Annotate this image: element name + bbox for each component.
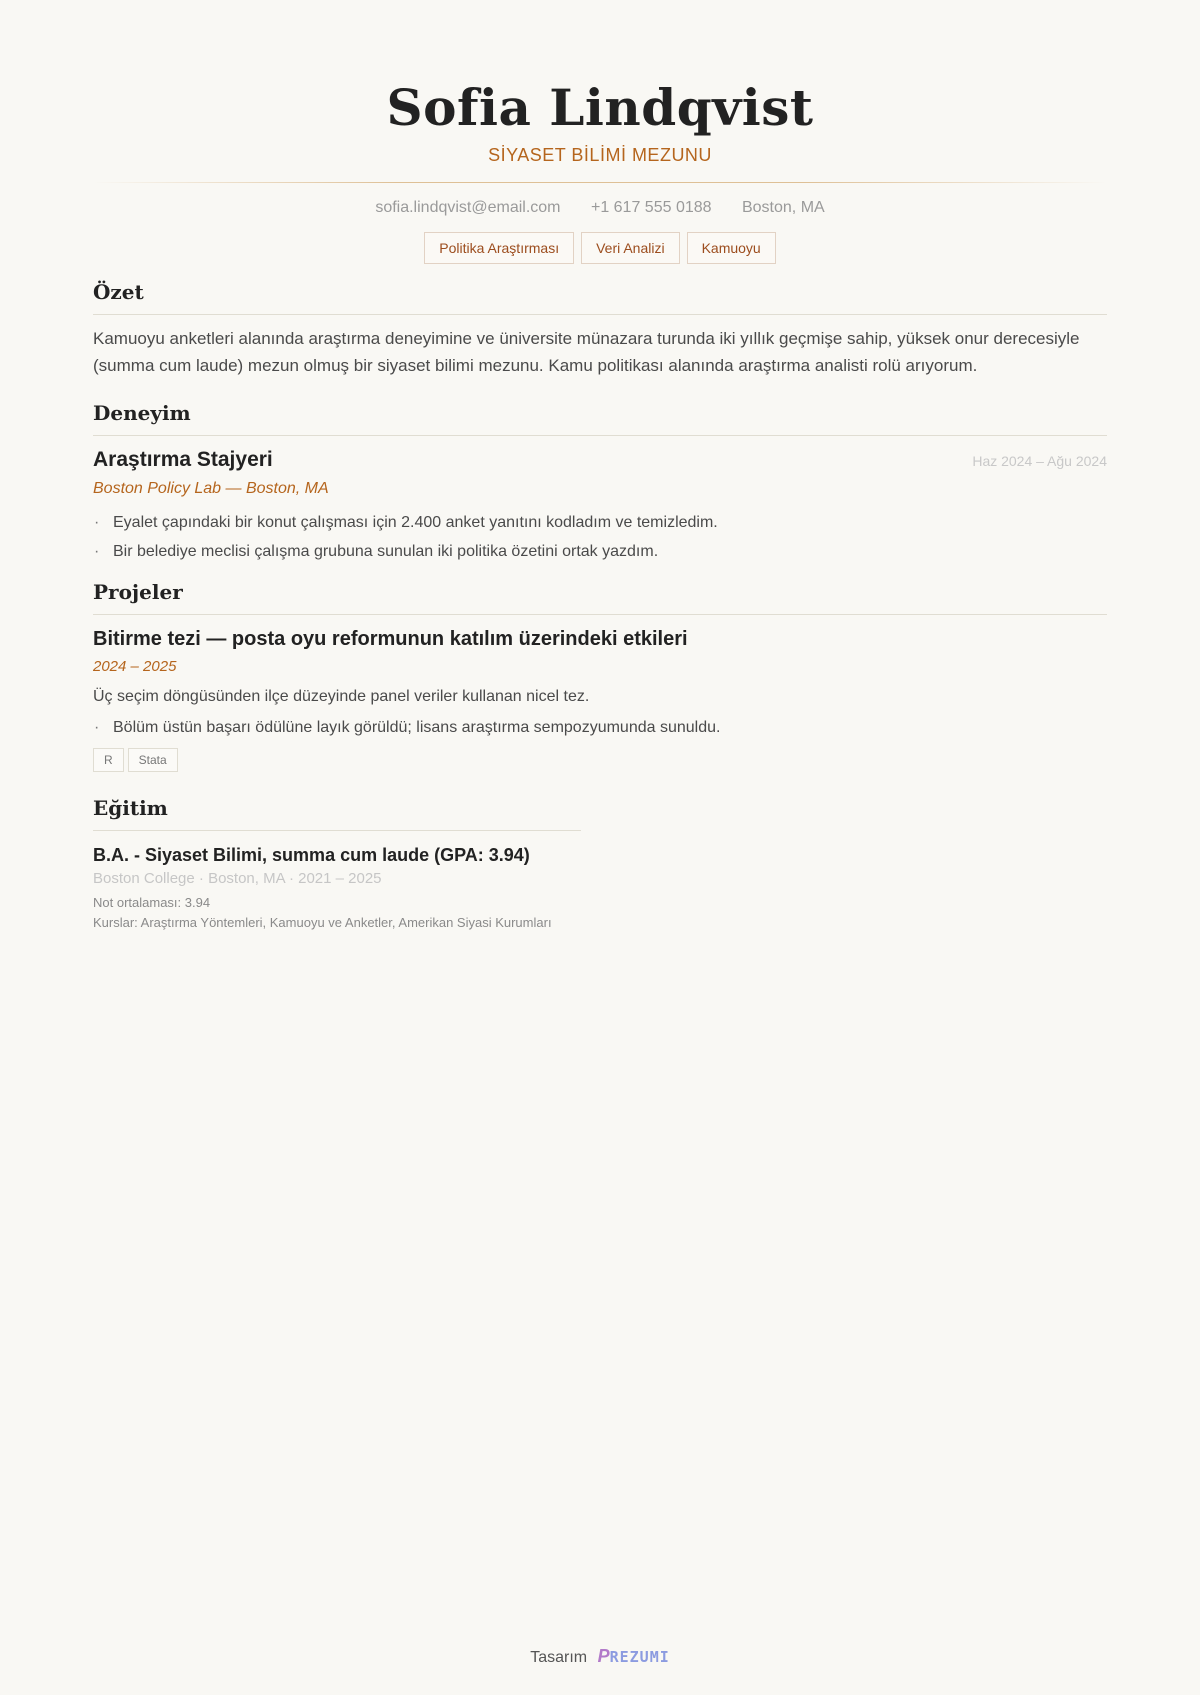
education-meta: Boston College · Boston, MA · 2021 – 2025: [93, 870, 382, 887]
list-item: · Bölüm üstün başarı ödülüne layık görüldü; lisans araştırma sempozyumunda sunuldu.: [93, 713, 1107, 742]
footer-label: Tasarım: [530, 1649, 588, 1666]
project-date: 2024 – 2025: [93, 658, 177, 675]
candidate-name: Sofia Lindqvist: [386, 78, 814, 137]
projects-title: Projeler: [93, 578, 1107, 615]
resume-header: [93, 0, 1107, 264]
summary-text: Kamuoyu anketleri alanında araştırma deneyimine ve üniversite münazara turunda iki yıllık geçmişe sahip, yüksek onur derecesiyle (summa cum laude) mezun olmuş bir siyaset bilimi mezunu. Kamu politikası alanında araştırma analisti rolü arıyorum.: [93, 329, 1080, 375]
education-title: Eğitim: [93, 794, 581, 831]
job-date: Haz 2024 – Ağu 2024: [972, 453, 1107, 469]
contact-phone[interactable]: +1 617 555 0188: [590, 199, 712, 216]
list-item: · Eyalet çapındaki bir konut çalışması için 2.400 anket yanıtını kodladım ve temizledim.: [93, 508, 1107, 537]
contact-email[interactable]: sofia.lindqvist@email.com: [375, 199, 561, 216]
experience-title: Deneyim: [93, 399, 1107, 436]
tag-veri-analizi: Veri Analizi: [581, 232, 679, 264]
skill-stata: Stata: [128, 748, 178, 772]
education-degree: B.A. - Siyaset Bilimi, summa cum laude (GPA: 3.94): [93, 845, 530, 865]
rezumi-logo-text[interactable]: REZUMI: [609, 1648, 670, 1666]
education-gpa: Not ortalaması: 3.94: [93, 895, 211, 910]
summary-title: Özet: [93, 278, 1107, 315]
skill-r: R: [93, 748, 124, 772]
project-bullets: [93, 713, 1107, 742]
contact-location: Boston, MA: [741, 199, 825, 216]
job-bullets: [93, 508, 1107, 566]
tag-politika: Politika Araştırması: [424, 232, 574, 264]
contact-line: [93, 197, 1107, 219]
education-courses: Kurslar: Araştırma Yöntemleri, Kamuoyu ve Anketler, Amerikan Siyasi Kurumları: [93, 915, 552, 930]
job-title: Araştırma Stajyeri: [93, 448, 273, 471]
list-item: · Bir belediye meclisi çalışma grubuna sunulan iki politika özetini ortak yazdım.: [93, 537, 1107, 566]
summary-section: [93, 278, 1107, 379]
job-company: Boston Policy Lab — Boston, MA: [93, 480, 329, 497]
header-divider: [93, 182, 1107, 183]
project-title: Bitirme tezi — posta oyu reformunun katılım üzerindeki etkileri: [93, 628, 688, 650]
tag-kamuoyu: Kamuoyu: [687, 232, 776, 264]
experience-section: [93, 399, 1107, 566]
project-description: Üç seçim döngüsünden ilçe düzeyinde panel veriler kullanan nicel tez.: [93, 688, 590, 705]
projects-section: [93, 578, 1107, 772]
footer: [0, 1645, 1200, 1669]
education-section: [93, 794, 581, 933]
candidate-role: SİYASET BİLİMİ MEZUNU: [488, 145, 712, 165]
header-tags: [93, 232, 1107, 264]
rezumi-logo-icon[interactable]: P: [597, 1646, 610, 1666]
project-skills: [93, 748, 1107, 772]
job-header: [93, 446, 1107, 474]
